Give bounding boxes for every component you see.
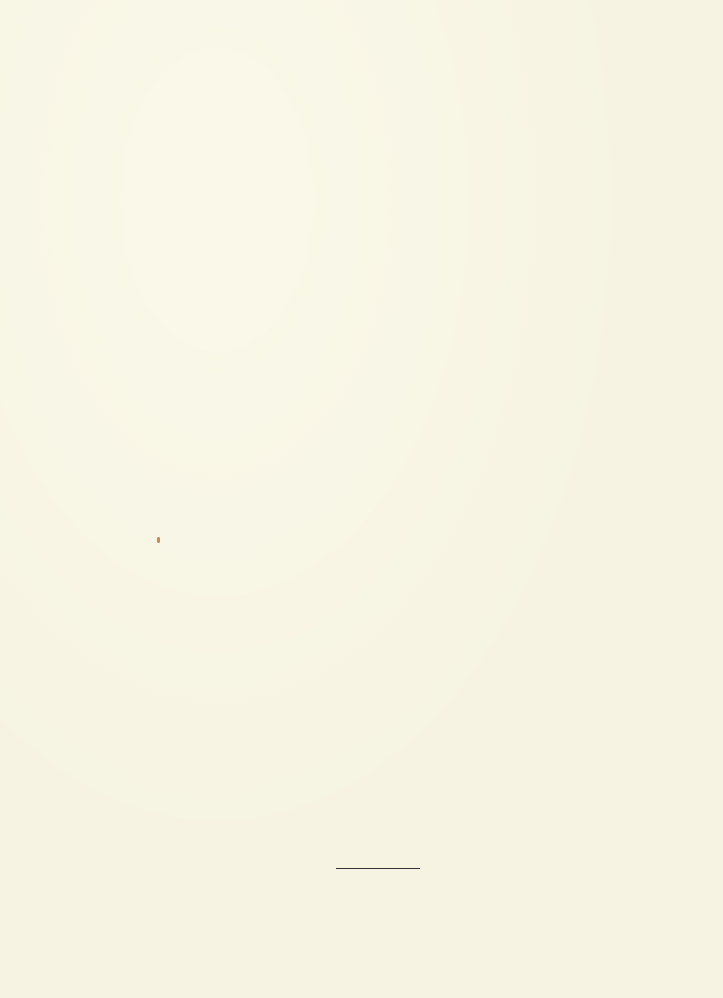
divider-rule — [336, 868, 420, 869]
ink-spot-mark — [157, 537, 160, 543]
